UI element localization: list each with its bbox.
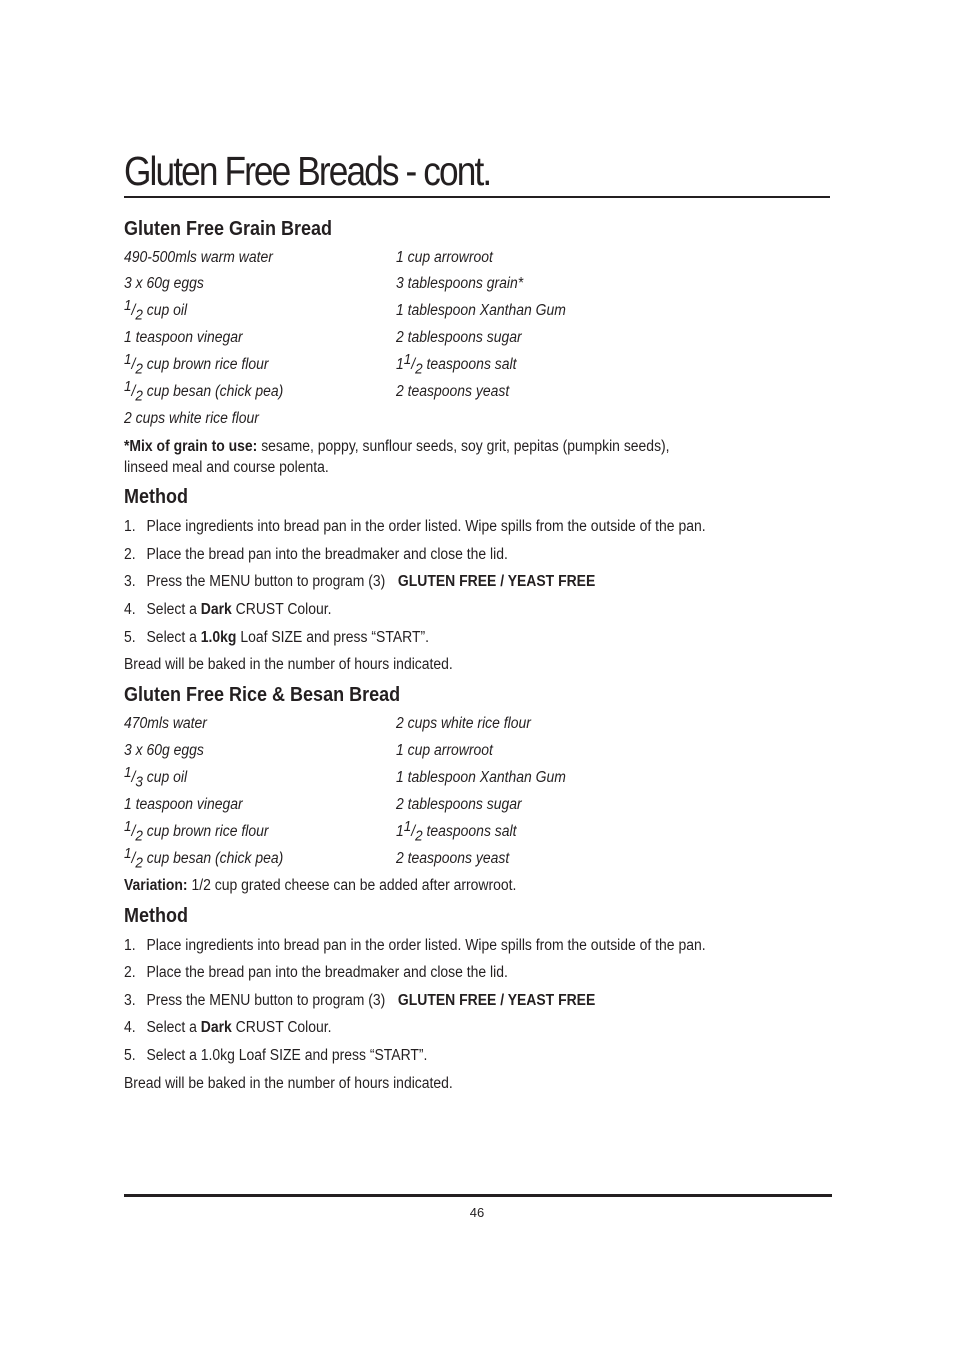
- ingredient: 2 cups white rice flour: [124, 410, 259, 427]
- method-step: 3. Press the MENU button to program (3) GLUTEN FREE / YEAST FREE: [124, 573, 596, 590]
- method-step: 5. Select a 1.0kg Loaf SIZE and press “START”.: [124, 1047, 428, 1064]
- ingredient: 2 teaspoons yeast: [396, 850, 510, 867]
- ingredient: $^1/_2$ cup oil: [124, 296, 188, 324]
- ingredient: 1 teaspoon vinegar: [124, 796, 243, 813]
- ingredient: 1 cup arrowroot: [396, 742, 493, 759]
- method-step: 2. Place the bread pan into the breadmaker and close the lid.: [124, 964, 508, 981]
- footer-rule: [124, 1194, 832, 1197]
- grain-note-cont: linseed meal and course polenta.: [124, 459, 329, 476]
- method-step: 2. Place the bread pan into the breadmaker and close the lid.: [124, 546, 508, 563]
- ingredient: 3 tablespoons grain*: [396, 275, 524, 292]
- recipe-title: Gluten Free Grain Bread: [124, 218, 333, 240]
- ingredient: 470mls water: [124, 715, 207, 732]
- ingredient: 3 x 60g eggs: [124, 275, 204, 292]
- method-title: Method: [124, 905, 188, 927]
- ingredient: 2 tablespoons sugar: [396, 796, 522, 813]
- method-step: 4. Select a Dark CRUST Colour.: [124, 1019, 332, 1036]
- variation-note: Variation: 1/2 cup grated cheese can be added after arrowroot.: [124, 877, 517, 894]
- method-title: Method: [124, 486, 188, 508]
- ingredient: 2 teaspoons yeast: [396, 383, 510, 400]
- ingredient: 2 tablespoons sugar: [396, 329, 522, 346]
- ingredient: $1^1/_2$ teaspoons salt: [396, 350, 517, 378]
- page-title: Gluten Free Breads - cont.: [124, 148, 491, 194]
- closing-note: Bread will be baked in the number of hours indicated.: [124, 656, 453, 673]
- ingredient: 2 cups white rice flour: [396, 715, 531, 732]
- method-step: 1. Place ingredients into bread pan in the order listed. Wipe spills from the outside of the pan.: [124, 518, 706, 535]
- ingredient: 1 tablespoon Xanthan Gum: [396, 302, 566, 319]
- recipe-title: Gluten Free Rice & Besan Bread: [124, 684, 401, 706]
- ingredient: $^1/_3$ cup oil: [124, 763, 188, 791]
- closing-note: Bread will be baked in the number of hours indicated.: [124, 1075, 453, 1092]
- ingredient: $^1/_2$ cup besan (chick pea): [124, 844, 284, 872]
- method-step: 3. Press the MENU button to program (3) GLUTEN FREE / YEAST FREE: [124, 992, 596, 1009]
- ingredient: 1 teaspoon vinegar: [124, 329, 243, 346]
- method-step: 1. Place ingredients into bread pan in the order listed. Wipe spills from the outside of the pan.: [124, 937, 706, 954]
- ingredient: 490-500mls warm water: [124, 249, 273, 266]
- ingredient: $^1/_2$ cup brown rice flour: [124, 817, 269, 845]
- grain-note: *Mix of grain to use: sesame, poppy, sunflour seeds, soy grit, pepitas (pumpkin seeds),: [124, 438, 670, 455]
- method-step: 5. Select a 1.0kg Loaf SIZE and press “START”.: [124, 629, 429, 646]
- title-rule: [124, 196, 830, 198]
- ingredient: $^1/_2$ cup brown rice flour: [124, 350, 269, 378]
- method-step: 4. Select a Dark CRUST Colour.: [124, 601, 332, 618]
- ingredient: 3 x 60g eggs: [124, 742, 204, 759]
- ingredient: $1^1/_2$ teaspoons salt: [396, 817, 517, 845]
- ingredient: 1 tablespoon Xanthan Gum: [396, 769, 566, 786]
- ingredient: 1 cup arrowroot: [396, 249, 493, 266]
- page-number: 46: [469, 1205, 485, 1220]
- ingredient: $^1/_2$ cup besan (chick pea): [124, 377, 284, 405]
